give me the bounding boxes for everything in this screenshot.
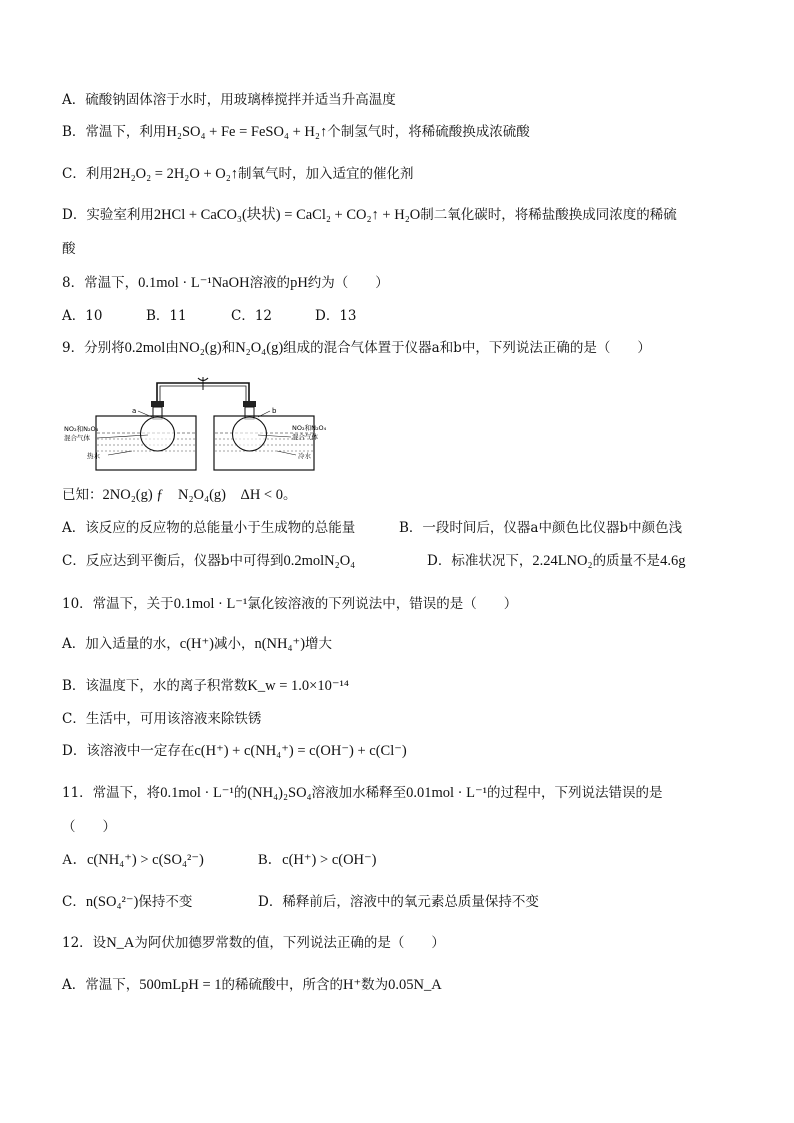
q10-option-d <box>62 741 407 761</box>
q8-option-b: B．11 <box>146 308 187 324</box>
q11-stem-d: 的过程中，下列说法错误的是 <box>487 785 663 801</box>
q11-option-c <box>62 892 192 912</box>
right-gas-label-1: NO₂和N₂O₄ <box>292 424 327 432</box>
q10-option-a-text3: 增大 <box>305 636 333 652</box>
label-a: a <box>132 407 137 415</box>
q9-option-b: B．一段时间后，仪器a中颜色比仪器b中颜色浅 <box>399 520 683 536</box>
q11-stem-conc1: 0.1mol · L⁻¹ <box>160 785 234 801</box>
right-gas-label-2: 混合气体 <box>292 433 318 441</box>
q10-option-b-formula: K_w = 1.0×10⁻¹⁴ <box>247 678 349 694</box>
q11-option-a: A．c(NH₄⁺) > c(SO₄²⁻) <box>62 852 204 868</box>
q8-stem-ph: pH <box>290 275 308 291</box>
q7-option-c <box>62 164 414 184</box>
q12-option-a-text3: 数为 <box>361 977 389 993</box>
q8-stem-d: 约为（ ） <box>307 275 389 291</box>
q9-known-equation: 2NO₂(g) ƒ N₂O₄(g) ΔH < 0 <box>102 487 283 503</box>
q10-option-a-formula2: n(NH₄⁺) <box>254 636 306 652</box>
q9-known-suffix: 。 <box>282 487 297 503</box>
q8-stem-b: 溶液的 <box>249 275 291 291</box>
q7-option-b-prefix: B．常温下，利用 <box>62 124 167 140</box>
right-bath-label: 冷水 <box>298 452 311 460</box>
q10-option-b-text: B．该温度下，水的离子积常数 <box>62 678 248 694</box>
q9-known <box>62 485 296 505</box>
q8-option-a: A．10 <box>62 308 103 324</box>
q7-option-c-prefix: C．利用 <box>62 166 113 182</box>
left-gas-label-2: 混合气体 <box>64 434 90 442</box>
q8-option-d: D．13 <box>315 308 357 324</box>
q10-option-a-text2: 减小， <box>213 636 255 652</box>
q9-stem-n2o4: N₂O₄(g) <box>235 340 284 356</box>
q10-option-a-formula1: c(H⁺) <box>179 636 214 652</box>
left-gas-label-1: NO₂和N₂O₄ <box>64 425 99 433</box>
q7-option-c-suffix: 制氧气时，加入适宜的催化剂 <box>238 166 414 182</box>
q7-option-d-suffix: 制二氧化碳时，将稀盐酸换成同浓度的稀硫 <box>420 207 677 223</box>
q9-stem-b: 由 <box>165 340 179 356</box>
q11-option-b: B．c(H⁺) > c(OH⁻) <box>258 852 377 868</box>
q11-stem-c: 溶液加水稀释至 <box>311 785 407 801</box>
q8-option-c: C．12 <box>231 308 273 324</box>
q12-option-a-ion: H⁺ <box>343 977 362 993</box>
q8-stem-formula: 0.1mol · L⁻¹NaOH <box>138 275 250 291</box>
q11-stem-a: 11．常温下，将 <box>62 785 161 801</box>
q12-stem <box>62 933 445 953</box>
left-bath-label: 热水 <box>87 452 100 460</box>
q10-option-d-formula: c(H⁺) + c(NH₄⁺) = c(OH⁻) + c(Cl⁻) <box>194 743 407 759</box>
q9-stem-no2: NO₂(g) <box>178 340 222 356</box>
q9-option-d <box>427 551 685 571</box>
q9-option-d-formula: 2.24LNO₂ <box>532 553 593 569</box>
q10-option-a <box>62 634 332 654</box>
q9-stem-d: 组成的混合气体置于仪器a和b中，下列说法正确的是（ ） <box>283 340 651 356</box>
q9-known-prefix: 已知： <box>62 487 103 503</box>
q9-stem <box>62 338 651 358</box>
q9-option-d-mass: 4.6g <box>660 553 686 569</box>
q10-option-b <box>62 676 349 696</box>
q11-option-c-formula: n(SO₄²⁻) <box>85 894 139 910</box>
q11-stem-salt: (NH₄)₂SO₄ <box>247 785 312 801</box>
q8-stem <box>62 273 389 293</box>
q9-option-d-text: D．标准状况下， <box>427 553 533 569</box>
q11-option-d: D．稀释前后，溶液中的氧元素总质量保持不变 <box>258 894 539 910</box>
q11-stem-bracket: （ ） <box>62 819 116 835</box>
q10-stem-a: 10．常温下，关于 <box>62 596 174 612</box>
q12-option-a-count: 0.05N_A <box>388 977 442 993</box>
q8-stem-a: 8．常温下， <box>62 275 139 291</box>
q7-option-d-equation: 2HCl + CaCO₃(块状) = CaCl₂ + CO₂↑ + H₂O <box>153 207 421 223</box>
q10-option-d-text: D．该溶液中一定存在 <box>62 743 195 759</box>
q7-option-b <box>62 122 530 142</box>
q7-option-b-equation: H₂SO₄ + Fe = FeSO₄ + H₂↑ <box>166 124 328 140</box>
q9-option-c-text: C．反应达到平衡后，仪器b中可得到 <box>62 553 284 569</box>
q9-option-c-formula: 0.2molN₂O₄ <box>283 553 356 569</box>
q9-stem-a: 9．分别将 <box>62 340 125 356</box>
q12-option-a-text2: 的稀硫酸中，所含的 <box>221 977 344 993</box>
flask-b <box>233 401 267 451</box>
q12-option-a-text: A．常温下， <box>62 977 140 993</box>
label-b: b <box>272 407 277 415</box>
q12-stem-a: 12．设 <box>62 935 107 951</box>
q9-option-d-text2: 的质量不是 <box>592 553 661 569</box>
q12-stem-b: 为阿伏加德罗常数的值，下列说法正确的是（ ） <box>134 935 445 951</box>
q10-stem-b: 氯化铵溶液的下列说法中，错误的是（ ） <box>247 596 518 612</box>
q11-stem-conc2: 0.01mol · L⁻¹ <box>406 785 487 801</box>
q12-option-a <box>62 975 442 995</box>
q9-option-c <box>62 551 355 571</box>
q10-option-a-text: A．加入适量的水， <box>62 636 180 652</box>
q10-stem-conc: 0.1mol · L⁻¹ <box>173 596 248 612</box>
q9-option-a: A．该反应的反应物的总能量小于生成物的总能量 <box>62 520 356 536</box>
q11-option-c-label: C． <box>62 894 86 910</box>
q7-option-a: A．硫酸钠固体溶于水时，用玻璃棒搅拌并适当升高温度 <box>62 92 396 108</box>
q7-option-b-suffix: 个制氢气时，将稀硫酸换成浓硫酸 <box>327 124 530 140</box>
q10-stem <box>62 594 517 614</box>
flask-a <box>141 401 175 451</box>
q11-option-c-text: 保持不变 <box>138 894 193 910</box>
q7-option-c-equation: 2H₂O₂ = 2H₂O + O₂↑ <box>112 166 239 182</box>
apparatus-diagram <box>62 373 352 473</box>
q12-stem-na: N_A <box>106 935 135 951</box>
q11-stem-b: 的 <box>233 785 248 801</box>
q7-option-d-prefix: D．实验室利用 <box>62 207 154 223</box>
q10-option-c: C．生活中，可用该溶液来除铁锈 <box>62 711 262 727</box>
q12-option-a-formula: 500mLpH = 1 <box>139 977 222 993</box>
q9-stem-amount: 0.2mol <box>124 340 166 356</box>
q7-option-d <box>62 205 677 225</box>
q9-stem-c: 和 <box>221 340 236 356</box>
q7-option-d-wrap: 酸 <box>62 241 76 257</box>
q11-stem <box>62 783 663 803</box>
